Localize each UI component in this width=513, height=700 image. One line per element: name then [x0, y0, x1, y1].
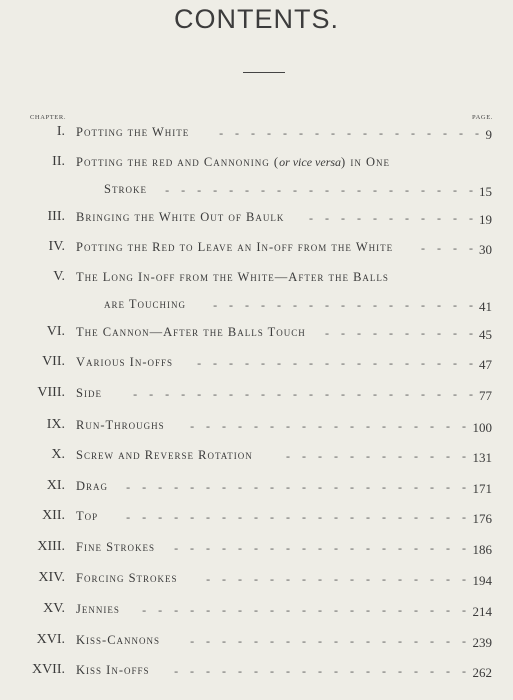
page-column-header: PAGE.: [471, 114, 493, 121]
page-number: 176: [472, 511, 492, 526]
page-number: 131: [472, 450, 492, 465]
leader-dots: - - - - - - - - - - - - - - - - - - - -: [165, 183, 473, 197]
chapter-title: Stroke: [104, 182, 147, 196]
page-title: CONTENTS.: [173, 4, 339, 34]
page-number: 194: [472, 573, 492, 588]
chapter-number: X.: [51, 447, 65, 462]
chapter-number: IX.: [46, 417, 65, 432]
page-number: 15: [479, 184, 492, 199]
leader-dots: - - - - - - - - - - - - - - - - -: [213, 298, 473, 312]
page-number: 30: [479, 242, 492, 257]
leader-dots: - - - - - - - - - - - - - - - - - - - - - -: [133, 387, 473, 401]
chapter-title: Screw and Reverse Rotation: [76, 448, 253, 462]
chapter-title: Potting the White: [76, 125, 190, 139]
leader-dots: - - - - - - - - - -: [325, 326, 473, 340]
chapter-title: Bringing the White Out of Baulk: [76, 210, 285, 224]
page-number: 239: [472, 635, 492, 650]
page-number: 262: [472, 665, 492, 680]
leader-dots: - - - -: [421, 241, 473, 255]
leader-dots: - - - - - - - - - - - - - - - - - - - - -: [142, 603, 466, 617]
chapter-title: Various In-offs: [76, 355, 173, 369]
page-number: 41: [479, 299, 492, 314]
page-number: 171: [472, 481, 492, 496]
chapter-number: III.: [47, 209, 65, 224]
chapter-title: Potting the red and Cannoning (or vice versa) in One: [76, 155, 390, 169]
page-number: 47: [479, 357, 492, 372]
page-number: 19: [479, 212, 492, 227]
chapter-title: Top: [76, 509, 99, 523]
leader-dots: - - - - - - - - - - - - - - - - - -: [190, 419, 466, 433]
chapter-number: XIII.: [37, 539, 65, 554]
page-number: 214: [472, 604, 492, 619]
chapter-title: Drag: [76, 479, 109, 493]
chapter-number: V.: [53, 269, 65, 284]
leader-dots: - - - - - - - - - - - - - - - - - - - - - -: [126, 480, 466, 494]
leader-dots: - - - - - - - - - - - - - - - - -: [206, 572, 466, 586]
chapter-title: Kiss-Cannons: [76, 633, 161, 647]
chapter-number: VII.: [42, 354, 65, 369]
chapter-title: Side: [76, 386, 102, 400]
leader-dots: - - - - - - - - - - - - - - - - - -: [197, 356, 473, 370]
leader-dots: - - - - - - - - - - - - - - - - - - -: [174, 664, 466, 678]
chapter-column-header: CHAPTER.: [30, 114, 67, 121]
page-number: 100: [472, 420, 492, 435]
chapter-number: XII.: [42, 508, 65, 523]
leader-dots: - - - - - - - - - - - - - - - - - - - - - -: [126, 510, 466, 524]
chapter-number: XI.: [46, 478, 65, 493]
chapter-number: I.: [56, 124, 65, 139]
chapter-title: The Long In-off from the White—After the Balls: [76, 270, 389, 284]
page-number: 9: [485, 127, 492, 142]
chapter-number: VI.: [46, 324, 65, 339]
leader-dots: - - - - - - - - - - - -: [286, 449, 466, 463]
leader-dots: - - - - - - - - - - - - - - - - -: [219, 126, 479, 140]
chapter-number: XIV.: [38, 570, 65, 585]
leader-dots: - - - - - - - - - - -: [309, 211, 473, 225]
page-number: 77: [479, 388, 492, 403]
chapter-title: are Touching: [104, 297, 187, 311]
page-number: 186: [472, 542, 492, 557]
chapter-number: XVI.: [36, 632, 65, 647]
page-number: 45: [479, 327, 492, 342]
leader-dots: - - - - - - - - - - - - - - - - - -: [190, 634, 466, 648]
chapter-title: Kiss In-offs: [76, 663, 150, 677]
chapter-title: The Cannon—After the Balls Touch: [76, 325, 306, 339]
chapter-number: XV.: [43, 601, 65, 616]
chapter-number: XVII.: [31, 662, 65, 677]
leader-dots: - - - - - - - - - - - - - - - - - - -: [174, 541, 466, 555]
chapter-title: Forcing Strokes: [76, 571, 178, 585]
chapter-number: II.: [52, 154, 65, 169]
chapter-title: Potting the Red to Leave an In-off from the White: [76, 240, 394, 254]
chapter-title: Fine Strokes: [76, 540, 156, 554]
chapter-title: Run-Throughs: [76, 418, 165, 432]
title-rule: [243, 72, 285, 73]
chapter-number: VIII.: [37, 385, 65, 400]
chapter-number: IV.: [48, 239, 65, 254]
chapter-title: Jennies: [76, 602, 120, 616]
